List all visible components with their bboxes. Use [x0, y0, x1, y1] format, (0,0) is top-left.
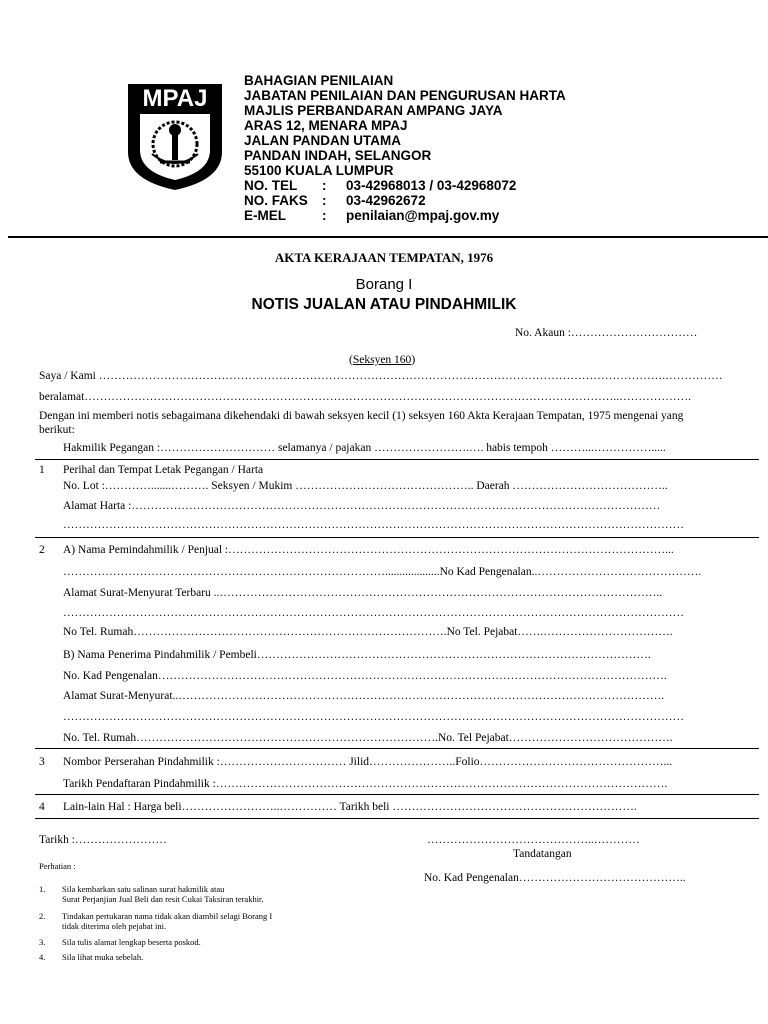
form-name: Borang I	[355, 276, 413, 293]
date-field[interactable]: Tarikh :……………………	[39, 834, 167, 846]
seller-address-field[interactable]: Alamat Surat-Menyurat Terbaru ..……………………………………………………………………………………………………..	[63, 587, 663, 599]
section-1-number: 1	[39, 464, 45, 476]
fax-value: 03-42962672	[346, 193, 426, 208]
note-number: 4.	[39, 952, 46, 962]
seller-ic-field[interactable]: …………………………………………………………………………...................No Kad Pengenalan..…………………………………….	[63, 566, 702, 578]
note-text-continued: tidak diterima oleh pejabat ini.	[62, 921, 167, 931]
signature-line[interactable]: ……………………………………..…………	[427, 834, 640, 846]
saya-field[interactable]: Saya / Kami ………………………………………………………………………………………………………………………………….……………	[39, 370, 723, 382]
note-text: Sila tulis alamat lengkap beserta poskod.	[62, 937, 201, 947]
tel-label: NO. TEL	[244, 178, 298, 193]
note-3	[39, 937, 201, 947]
alamat-harta-field[interactable]: Alamat Harta :…………………………………………………………………………………………………………………………	[63, 500, 661, 512]
section-ref: (Seksyen 160)	[349, 354, 416, 366]
form-title: NOTIS JUALAN ATAU PINDAHMILIK	[251, 296, 517, 313]
transfer-presentation-field[interactable]: Nombor Perserahan Pindahmilik :…………………………… Jilid…………………..Folio…………………………………………...	[63, 756, 673, 768]
signature-label: Tandatangan	[513, 848, 572, 860]
note-number: 2.	[39, 911, 46, 921]
divider-line	[35, 537, 759, 538]
note-number: 3.	[39, 937, 46, 947]
signer-ic-field[interactable]: No. Kad Pengenalan……………………………………..	[424, 872, 686, 884]
purchase-price-field[interactable]: Lain-lain Hal : Harga beli……………………..…………… Tarikh beli ……………………………………………………….	[63, 801, 637, 813]
email-label: E-MEL	[244, 208, 286, 223]
header-line: JABATAN PENILAIAN DAN PENGURUSAN HARTA	[244, 88, 566, 103]
note-text-continued: Surat Perjanjian Jual Beli dan resit Cukai Taksiran terakhir.	[62, 894, 264, 904]
header-address	[244, 73, 566, 223]
account-no-field[interactable]: No. Akaun :……………………………	[515, 327, 698, 339]
buyer-phone-field[interactable]: No. Tel. Rumah…………………………………………………………………….No. Tel Pejabat…………………………………….	[63, 732, 673, 744]
fax-colon: :	[322, 193, 327, 208]
buyer-address-continued[interactable]: ………………………………………………………………………………………………………………………………………………	[63, 711, 684, 723]
header-line: JALAN PANDAN UTAMA	[244, 133, 401, 148]
section-1-title: Perihal dan Tempat Letak Pegangan / Harta	[63, 464, 264, 476]
note-4	[39, 952, 144, 962]
buyer-address-field[interactable]: Alamat Surat-Menyurat..……………………………………………………………………………………………………………….	[63, 690, 665, 702]
alamat-harta-continued[interactable]: ………………………………………………………………………………………………………………………………………………	[63, 519, 684, 531]
notice-text-2: berikut:	[39, 424, 75, 436]
act-title: AKTA KERAJAAN TEMPATAN, 1976	[274, 250, 494, 265]
lot-field[interactable]: No. Lot :………….......………. Seksyen / Mukim ……………………………………….. Daerah …………………………………..	[63, 480, 668, 492]
header-line: 55100 KUALA LUMPUR	[244, 163, 394, 178]
svg-text:MPAJ: MPAJ	[142, 85, 208, 112]
hakmilik-field[interactable]: Hakmilik Pegangan :………………………… selamanya / pajakan …………………….…. habis tempoh ………...…………….....	[63, 442, 666, 454]
divider-line	[35, 748, 759, 749]
mpaj-logo	[122, 80, 228, 192]
section-4-number: 4	[39, 801, 45, 813]
note-number: 1.	[39, 884, 46, 894]
buyer-ic-field[interactable]: No. Kad Pengenalan…………………………………………………………………………………………………………………….	[63, 670, 667, 682]
notes-label: Perhatian :	[39, 861, 76, 871]
note-2	[39, 911, 273, 931]
divider-line	[35, 459, 759, 460]
tel-colon: :	[322, 178, 327, 193]
seller-name-field[interactable]: A) Nama Pemindahmilik / Penjual :……………………………………………………………………………………………………...	[63, 544, 674, 556]
section-ref-text: Seksyen 160	[352, 354, 412, 366]
fax-label: NO. FAKS	[244, 193, 308, 208]
email-value: penilaian@mpaj.gov.my	[346, 208, 500, 223]
header-line: PANDAN INDAH, SELANGOR	[244, 148, 432, 163]
header-divider	[8, 236, 768, 238]
section-3-number: 3	[39, 756, 45, 768]
note-text: Tindakan pertukaran nama tidak akan diambil selagi Borang I	[62, 911, 273, 921]
notice-text-1: Dengan ini memberi notis sebagaimana dikehendaki di bawah seksyen kecil (1) seksyen 160 Akta Kerajaan Tempatan, 1975 mengenai yang	[39, 410, 684, 422]
beralamat-field[interactable]: beralamat…………………………………………………………………………………………………………………………..……………….	[39, 391, 691, 403]
note-text: Sila lihat muka sebelah.	[62, 952, 144, 962]
divider-line	[35, 794, 759, 795]
divider-line	[35, 818, 759, 819]
section-2-number: 2	[39, 544, 45, 556]
email-colon: :	[322, 208, 327, 223]
header-line: BAHAGIAN PENILAIAN	[244, 73, 394, 88]
header-line: ARAS 12, MENARA MPAJ	[244, 118, 408, 133]
header-line: MAJLIS PERBANDARAN AMPANG JAYA	[244, 103, 503, 118]
note-text: Sila kembarkan satu salinan surat hakmilik atau	[62, 884, 225, 894]
buyer-name-field[interactable]: B) Nama Penerima Pindahmilik / Pembeli………………………………………………………………………………………….	[63, 649, 651, 661]
transfer-date-field[interactable]: Tarikh Pendaftaran Pindahmilik :……………………………………………………………………………………………………….	[63, 778, 668, 790]
note-1	[39, 884, 264, 904]
seller-address-continued[interactable]: ………………………………………………………………………………………………………………………………………………	[63, 607, 684, 619]
seller-phone-field[interactable]: No Tel. Rumah……………………………………………………………………….No Tel. Pejabat…….…………………………….	[63, 626, 673, 638]
tel-value: 03-42968013 / 03-42968072	[346, 178, 517, 193]
